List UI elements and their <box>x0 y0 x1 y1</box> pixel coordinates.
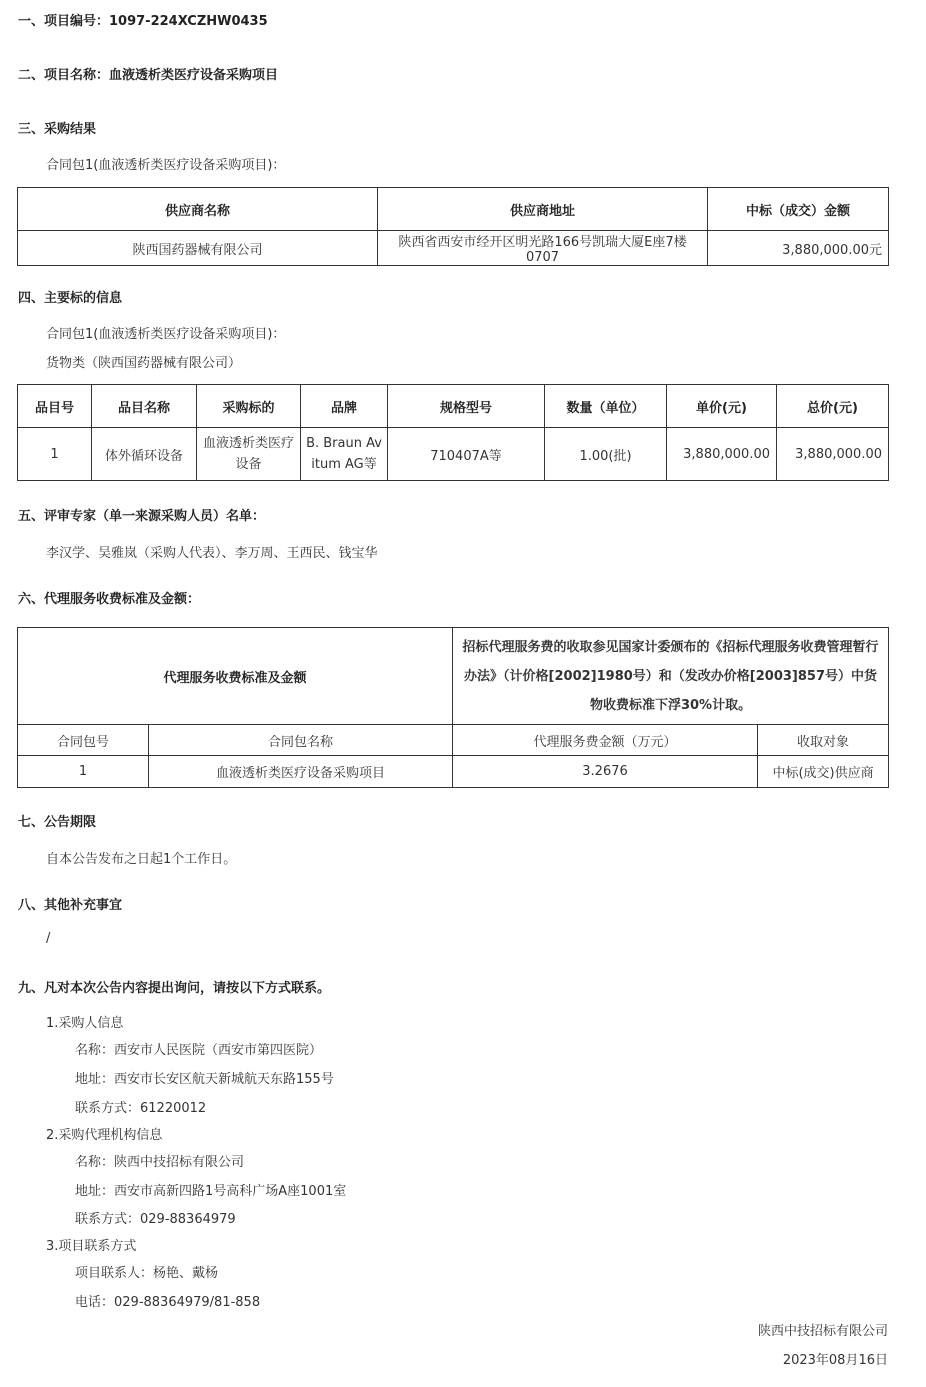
purchaser-name: 名称：西安市人民医院（西安市第四医院） <box>75 1043 323 1058</box>
agency-fee-table <box>17 627 889 788</box>
agency-header-package-no: 合同包号 <box>18 725 149 756</box>
agency-std-text: 招标代理服务费的收取参见国家计委颁布的《招标代理服务收费管理暂行办法》（计价格[2002]1980号）和（发改办价格[2003]857号）中货物收费标准下浮30%计取。 <box>453 628 889 725</box>
agency-address: 地址：西安市高新四路1号高科广场A座1001室 <box>75 1184 347 1199</box>
table-row <box>18 428 889 481</box>
project-contact-title: 3.项目联系方式 <box>46 1239 137 1254</box>
result-header-amount: 中标（成交）金额 <box>708 188 889 231</box>
result-table <box>17 187 889 266</box>
table-row <box>18 231 889 266</box>
agency-info-title: 2.采购代理机构信息 <box>46 1128 163 1143</box>
result-header-supplier-address: 供应商地址 <box>378 188 708 231</box>
subject-package-label: 合同包1(血液透析类医疗设备采购项目)： <box>46 327 286 342</box>
result-package-label: 合同包1(血液透析类医疗设备采购项目)： <box>46 158 286 173</box>
project-contact-person: 项目联系人：杨艳、戴杨 <box>75 1266 219 1281</box>
subject-item-no: 1 <box>18 428 92 481</box>
subject-header-item-name: 品目名称 <box>92 385 197 428</box>
agency-payer: 中标(成交)供应商 <box>758 756 889 788</box>
subject-header-unit-price: 单价(元) <box>667 385 777 428</box>
agency-package-no: 1 <box>18 756 149 788</box>
subject-table <box>17 384 889 481</box>
section-experts: 五、评审专家（单一来源采购人员）名单： <box>18 509 266 524</box>
section-project-number: 一、项目编号：1097-224XCZHW0435 <box>18 14 268 29</box>
result-header-supplier-name: 供应商名称 <box>18 188 378 231</box>
other-matters-text: / <box>46 931 51 946</box>
agency-package-name: 血液透析类医疗设备采购项目 <box>149 756 453 788</box>
agency-fee-amount: 3.2676 <box>453 756 758 788</box>
footer-date: 2023年08月16日 <box>782 1353 888 1368</box>
section-main-subject: 四、主要标的信息 <box>18 291 123 306</box>
footer-company: 陕西中技招标有限公司 <box>757 1324 888 1339</box>
subject-brand: B. Braun Avitum AG等 <box>301 428 388 481</box>
subject-total-price: 3,880,000.00 <box>777 428 889 481</box>
subject-header-model: 规格型号 <box>388 385 545 428</box>
agency-phone: 联系方式：029-88364979 <box>75 1212 236 1227</box>
agency-header-fee-amount: 代理服务费金额（万元） <box>453 725 758 756</box>
subject-goods-label: 货物类（陕西国药器械有限公司） <box>46 356 242 371</box>
purchaser-info-title: 1.采购人信息 <box>46 1016 124 1031</box>
subject-header-brand: 品牌 <box>301 385 388 428</box>
agency-std-label: 代理服务收费标准及金额 <box>18 628 453 725</box>
result-supplier-name: 陕西国药器械有限公司 <box>18 231 378 266</box>
result-amount: 3,880,000.00元 <box>708 231 889 266</box>
subject-header-target: 采购标的 <box>197 385 301 428</box>
section-notice-period: 七、公告期限 <box>18 815 97 830</box>
purchaser-address: 地址：西安市长安区航天新城航天东路155号 <box>75 1072 334 1087</box>
agency-header-payer: 收取对象 <box>758 725 889 756</box>
agency-name: 名称：陕西中技招标有限公司 <box>75 1155 245 1170</box>
subject-unit-price: 3,880,000.00 <box>667 428 777 481</box>
section-contact: 九、凡对本次公告内容提出询问，请按以下方式联系。 <box>18 981 331 996</box>
agency-header-package-name: 合同包名称 <box>149 725 453 756</box>
subject-header-quantity: 数量（单位） <box>545 385 667 428</box>
table-row <box>18 756 889 788</box>
subject-target: 血液透析类医疗设备 <box>197 428 301 481</box>
section-agency-fee: 六、代理服务收费标准及金额： <box>18 592 201 607</box>
result-supplier-address: 陕西省西安市经开区明光路166号凯瑞大厦E座7楼0707 <box>378 231 708 266</box>
subject-model: 710407A等 <box>388 428 545 481</box>
project-contact-phone: 电话：029-88364979/81-858 <box>75 1295 261 1310</box>
subject-quantity: 1.00(批) <box>545 428 667 481</box>
section-project-name: 二、项目名称：血液透析类医疗设备采购项目 <box>18 68 279 83</box>
section-procurement-result: 三、采购结果 <box>18 122 97 137</box>
subject-item-name: 体外循环设备 <box>92 428 197 481</box>
purchaser-phone: 联系方式：61220012 <box>75 1101 207 1116</box>
subject-header-total-price: 总价(元) <box>777 385 889 428</box>
section-other-matters: 八、其他补充事宜 <box>18 898 123 913</box>
subject-header-item-no: 品目号 <box>18 385 92 428</box>
notice-period-text: 自本公告发布之日起1个工作日。 <box>46 852 237 867</box>
experts-list: 李汉学、吴雅岚（采购人代表）、李万周、王西民、钱宝华 <box>46 546 378 561</box>
